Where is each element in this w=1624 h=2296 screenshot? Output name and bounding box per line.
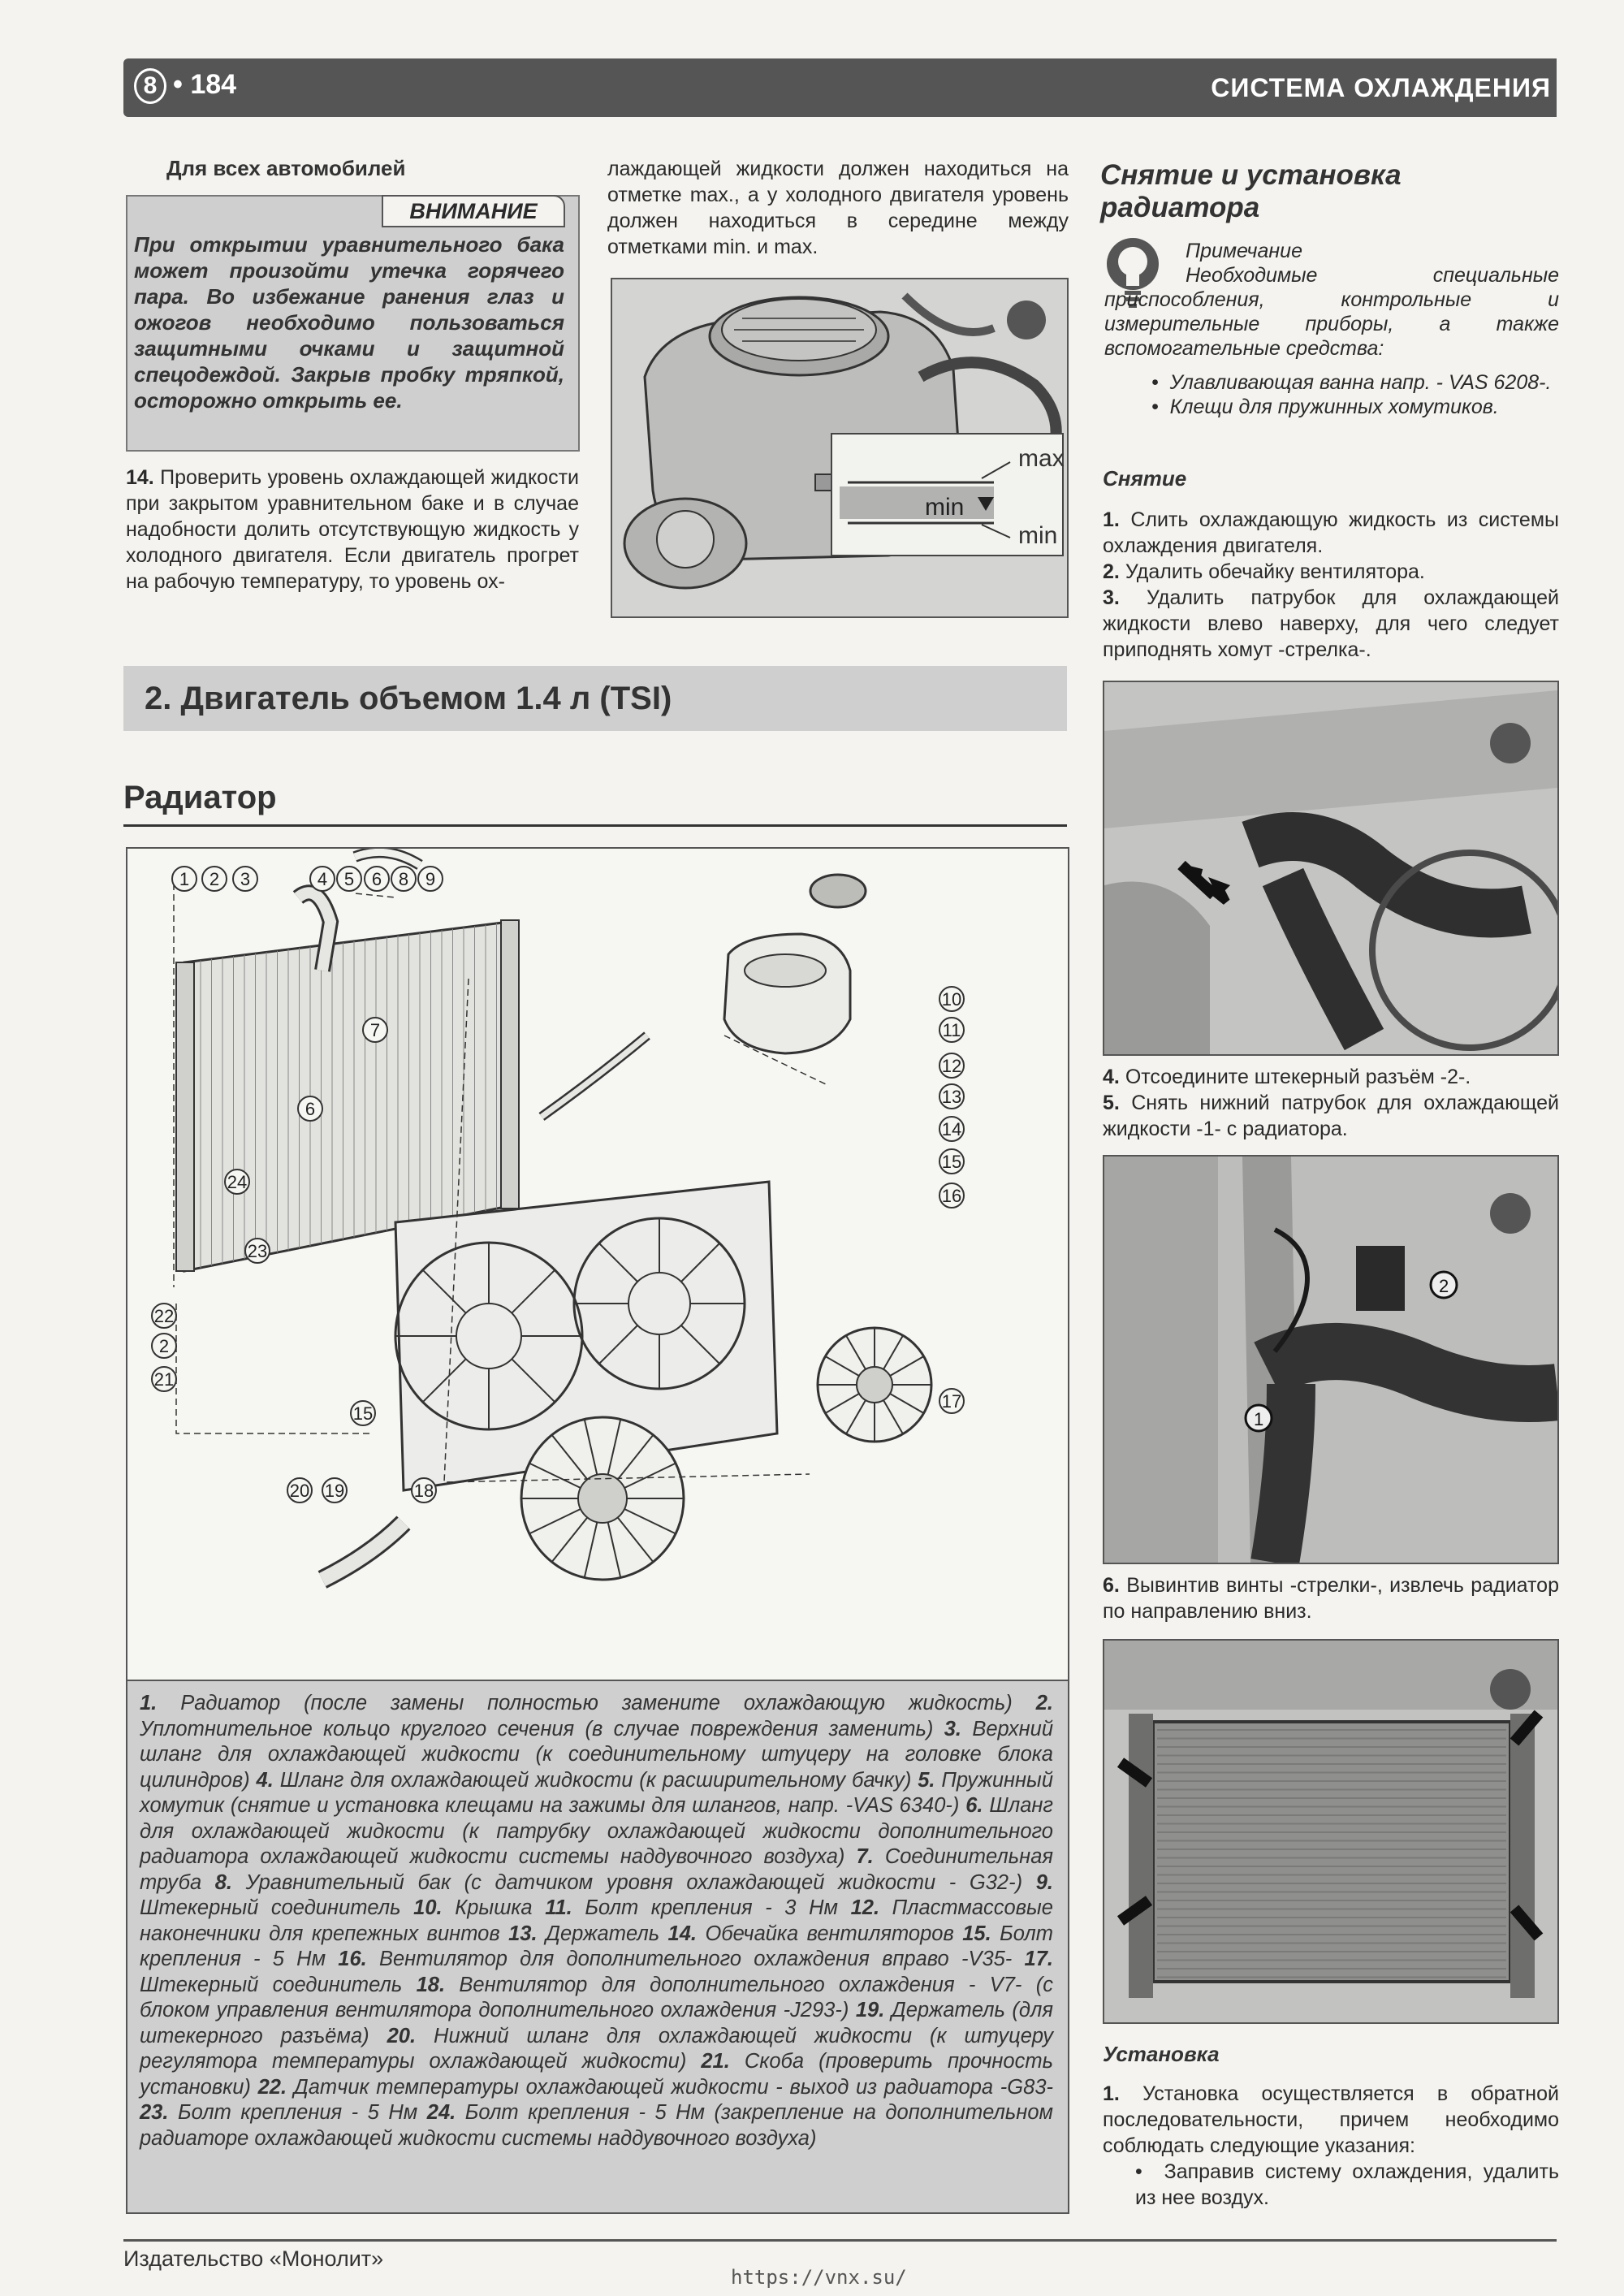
callout-13 [939, 1084, 964, 1109]
installation-steps [1103, 2081, 1559, 2211]
legend-number: 18. [416, 1973, 460, 1996]
callout-label: 5 [343, 869, 355, 889]
callout-label: 4 [317, 869, 328, 889]
callout-9 [418, 867, 443, 891]
legend-text: Уплотнительное кольцо круглого сечения (в случае повреждения заменить) [140, 1717, 944, 1740]
section-2-title: 2. Двигатель объемом 1.4 л (TSI) [145, 681, 672, 716]
callout-14 [939, 1117, 964, 1141]
callout-10 [939, 987, 964, 1011]
legend-number: 3. [944, 1717, 973, 1740]
legend-text: Уравнительный бак (с датчиком уровня охлаждающей жидкости - G32-) [245, 1870, 1036, 1894]
step-text: Отсоедините штекерный разъём -2-. [1125, 1066, 1471, 1088]
legend-number: 12. [850, 1896, 892, 1919]
page-label: • 184 [173, 69, 237, 100]
legend-number: 8. [214, 1870, 246, 1894]
note-block [1104, 239, 1559, 361]
step-text: Снять нижний патрубок для охлаждающей жидкости -1- с радиатора. [1103, 1092, 1559, 1140]
callout-label: 11 [942, 1020, 961, 1040]
legend-text: Шланг для охлаждающей жидкости (к патрубку охлаждающей жидкости дополнительного радиатора охлаждающей жидкости системы наддувочного воздуха) [140, 1794, 1053, 1868]
callout-label: 7 [369, 1020, 381, 1040]
callout-22 [152, 1304, 176, 1328]
callout-label: 15 [941, 1152, 962, 1172]
callout-18 [412, 1478, 436, 1503]
step-5: 5. Снять нижний патрубок для охлаждающей жидкости -1- с радиатора. [1103, 1092, 1559, 1140]
callout-15 [939, 1149, 964, 1174]
legend-text: Верхний шланг для охлаждающей жидкости (к соединительному штуцеру на головке блока цилиндров) [140, 1717, 1053, 1792]
callout-1 [172, 867, 197, 891]
callout-15 [351, 1401, 375, 1425]
page-number [134, 68, 236, 104]
upper-hose-photo [1103, 681, 1559, 1056]
install-step-1: 1. Установка осуществляется в обратной последовательности, причем необходимо соблюдать следующие указания: [1103, 2082, 1559, 2157]
heading-divider [123, 824, 1067, 827]
callout-label: 9 [425, 869, 436, 889]
chapter-number: 8 [134, 68, 166, 104]
upper-hose-drawing [1104, 682, 1557, 1054]
expansion-tank-photo [611, 278, 1069, 618]
legend-text: Болт крепления - 3 Нм [585, 1896, 851, 1919]
callout-6 [365, 867, 389, 891]
radiator-heading: Радиатор [123, 780, 277, 815]
all-cars-heading: Для всех автомобилей [166, 156, 406, 180]
fan-small-part [818, 1328, 931, 1442]
footer-divider [123, 2239, 1557, 2242]
exploded-view-drawing [127, 849, 1068, 1680]
callout-7 [363, 1018, 387, 1042]
section-title: СИСТЕМА ОХЛАЖДЕНИЯ [1211, 73, 1551, 102]
callout-label: 3 [240, 869, 251, 889]
callout-label: 8 [398, 869, 409, 889]
legend-number: 21. [701, 2050, 745, 2073]
callout-23 [245, 1239, 270, 1263]
callout-label: 14 [941, 1119, 962, 1139]
removal-steps-2 [1103, 1064, 1559, 1142]
installation-heading: Установка [1103, 2042, 1220, 2066]
warning-text: При открытии уравнительного бака может произойти утечка горячего пара. Во избежание ранения глаз и ожогов необходимо пользоваться защитными очками и защитной спецодеждой. Закрыв пробку тряпкой, осторожно открыть ее. [134, 232, 564, 413]
tool-item-text: Клещи для пружинных хомутиков. [1169, 396, 1499, 418]
legend-text: Держатель [545, 1922, 668, 1945]
callout-24 [225, 1170, 249, 1194]
callout-2 [152, 1334, 176, 1358]
callout-label: 6 [371, 869, 382, 889]
legend-text: Болт крепления - 5 Нм [177, 2101, 427, 2124]
min-label: min [1018, 522, 1058, 549]
step-1: 1. Слить охлаждающую жидкость из системы охлаждения двигателя. [1103, 508, 1559, 557]
source-url: https://vnx.su/ [731, 2266, 907, 2289]
tool-item: • Клещи для пружинных хомутиков. [1151, 396, 1499, 418]
callout-label: 16 [941, 1186, 962, 1206]
callout-1-label: 1 [1254, 1409, 1264, 1429]
expansion-tank-drawing [612, 279, 1067, 616]
callout-2 [202, 867, 227, 891]
step-text: Вывинтив винты -стрелки-, извлечь радиатор по направлению вниз. [1103, 1574, 1559, 1623]
legend-text: Скоба (проверить прочность установки) [140, 2050, 1054, 2099]
legend-number: 20. [387, 2024, 434, 2047]
step-text: Проверить уровень охлаждающей жидкости при закрытом уравнительном баке и в случае надобности долить отсутствующую жидкость у холодного двигателя. Если двигатель прогрет на рабочую температуру, то уровень ох- [126, 466, 579, 593]
legend-text: Датчик температуры охлаждающей жидкости - выход из радиатора -G83- [293, 2075, 1053, 2099]
legend-text: Болт крепления - 5 Нм [140, 1922, 1053, 1970]
callout-20 [287, 1478, 312, 1503]
removal-heading: Снятие [1103, 466, 1187, 491]
legend-number: 19. [855, 1999, 892, 2021]
callout-label: 17 [941, 1391, 962, 1412]
step-text: Удалить обечайку вентилятора. [1125, 560, 1425, 583]
legend-number: 17. [1024, 1948, 1053, 1970]
removal-steps [1103, 507, 1559, 663]
callout-label: 6 [304, 1099, 316, 1119]
callout-16 [939, 1183, 964, 1208]
legend-number: 1. [140, 1692, 181, 1714]
tool-item: • Улавливающая ванна напр. - VAS 6208-. [1151, 371, 1552, 394]
warning-label: ВНИМАНИЕ [382, 195, 565, 227]
tool-item-text: Улавливающая ванна напр. - VAS 6208-. [1169, 371, 1552, 394]
removal-installation-title [1100, 159, 1402, 224]
callout-2-label: 2 [1439, 1276, 1449, 1296]
legend-text: Вентилятор для дополнительного охлаждения вправо -V35- [378, 1948, 1025, 1970]
step-6: 6. Вывинтив винты -стрелки-, извлечь радиатор по направлению вниз. [1103, 1574, 1559, 1623]
step-4: 4. Отсоедините штекерный разъём -2-. [1103, 1066, 1471, 1088]
callout-label: 22 [153, 1306, 175, 1326]
legend-number: 14. [667, 1922, 706, 1945]
callout-3 [233, 867, 257, 891]
legend-text: Штекерный соединитель [140, 1896, 414, 1919]
callout-label: 19 [324, 1481, 345, 1501]
step-number: 14. [126, 466, 154, 489]
legend-text: Пластмассовые наконечники для крепежных винтов [140, 1896, 1053, 1945]
title-line-2: радиатора [1100, 192, 1260, 223]
step-14 [126, 465, 579, 595]
callout-label: 2 [209, 869, 220, 889]
callout-17 [939, 1389, 964, 1413]
callout-21 [152, 1367, 176, 1391]
note-title: Примечание [1186, 240, 1302, 262]
publisher: Издательство «Монолит» [123, 2246, 384, 2271]
legend-number: 22. [257, 2075, 294, 2099]
title-line-1: Снятие и установка [1100, 159, 1402, 191]
legend-text: Болт крепления - 5 Нм (закрепление на дополнительном радиаторе охлаждающей жидкости системы наддувочного воздуха) [140, 2101, 1054, 2150]
radiator-removed-photo [1103, 1639, 1559, 2024]
legend-number: 13. [508, 1922, 546, 1945]
callout-6 [298, 1096, 322, 1121]
callout-12 [939, 1053, 964, 1078]
callout-label: 21 [153, 1369, 175, 1390]
legend-text: Обечайка вентиляторов [705, 1922, 963, 1945]
callout-label: 15 [352, 1403, 374, 1424]
step-text: Удалить патрубок для охлаждающей жидкости влево наверху, для чего следует приподнять хомут -стрелка-. [1103, 586, 1560, 661]
lower-hose-photo [1103, 1155, 1559, 1564]
legend-text: Держатель (для штекерного разъёма) [140, 1999, 1053, 2047]
step-text: Установка осуществляется в обратной последовательности, причем необходимо соблюдать следующие указания: [1103, 2082, 1559, 2157]
section-2-banner [123, 666, 1067, 731]
legend-text: Штекерный соединитель [140, 1973, 417, 1996]
coolant-level-text: лаждающей жидкости должен находиться на отметке max., а у холодного двигателя уровень должен находиться в середине между отметками min. и max. [607, 158, 1069, 258]
legend-text: Крышка [455, 1896, 546, 1919]
legend-text: Нижний шланг для охлаждающей жидкости (к штуцеру регулятора температуры охлаждающей жидкости) [140, 2024, 1053, 2073]
callout-4 [310, 867, 335, 891]
step-2: 2. Удалить обечайку вентилятора. [1103, 560, 1425, 583]
note-text: Необходимые специальные приспособления, контрольные и измерительные приборы, а также вспомогательные средства: [1104, 264, 1559, 360]
callout-label: 23 [247, 1241, 268, 1261]
step-text: Заправив систему охлаждения, удалить из нее воздух. [1135, 2160, 1559, 2209]
lower-hose-drawing [1104, 1157, 1557, 1563]
legend-text: Пружинный хомутик (снятие и установка клещами на зажимы для шлангов, напр. -VAS 6340-) [140, 1768, 1054, 1817]
legend-number: 9. [1035, 1870, 1053, 1894]
legend-text: Соединительная труба [140, 1845, 1053, 1894]
callout-label: 1 [179, 869, 190, 889]
callout-label: 13 [941, 1087, 962, 1107]
min-inner-label: min [925, 494, 965, 521]
parts-legend [140, 1691, 1053, 2151]
callout-label: 10 [941, 989, 962, 1010]
legend-number: 2. [1035, 1692, 1053, 1714]
legend-number: 11. [545, 1896, 585, 1919]
callout-19 [322, 1478, 347, 1503]
radiator-exploded-diagram [126, 847, 1069, 1681]
callout-5 [337, 867, 361, 891]
max-label: max [1018, 445, 1065, 472]
legend-text: Шланг для охлаждающей жидкости (к расширительному бачку) [279, 1768, 918, 1792]
legend-number: 15. [962, 1922, 1000, 1945]
callout-label: 18 [413, 1481, 434, 1501]
callout-label: 12 [941, 1056, 962, 1076]
callout-8 [391, 867, 416, 891]
callout-label: 24 [227, 1172, 248, 1192]
legend-number: 5. [918, 1768, 942, 1792]
legend-number: 16. [338, 1948, 379, 1970]
tools-list [1103, 370, 1559, 419]
install-bullet: • Заправив систему охлаждения, удалить из нее воздух. [1135, 2160, 1559, 2209]
legend-number: 4. [256, 1768, 280, 1792]
expansion-tank-part [724, 875, 866, 1053]
callout-label: 2 [158, 1336, 170, 1356]
legend-number: 23. [140, 2101, 178, 2124]
legend-text: Вентилятор для дополнительного охлаждения - V7- (с блоком управления вентилятора дополнительного охлаждения -J293-) [140, 1973, 1053, 2021]
legend-number: 24. [426, 2101, 465, 2124]
legend-number: 7. [856, 1845, 885, 1868]
legend-text: Радиатор (после замены полностью замените охлаждающую жидкость) [180, 1692, 1036, 1714]
callout-label: 20 [289, 1481, 310, 1501]
step-text: Слить охлаждающую жидкость из системы охлаждения двигателя. [1103, 508, 1559, 557]
callout-11 [939, 1018, 964, 1042]
radiator-drawing [1104, 1641, 1557, 2022]
fan-large-part [521, 1417, 684, 1580]
legend-number: 6. [965, 1794, 990, 1817]
legend-number: 10. [413, 1896, 456, 1919]
step-3: 3. Удалить патрубок для охлаждающей жидкости влево наверху, для чего следует приподнять хомут -стрелка-. [1103, 586, 1560, 661]
